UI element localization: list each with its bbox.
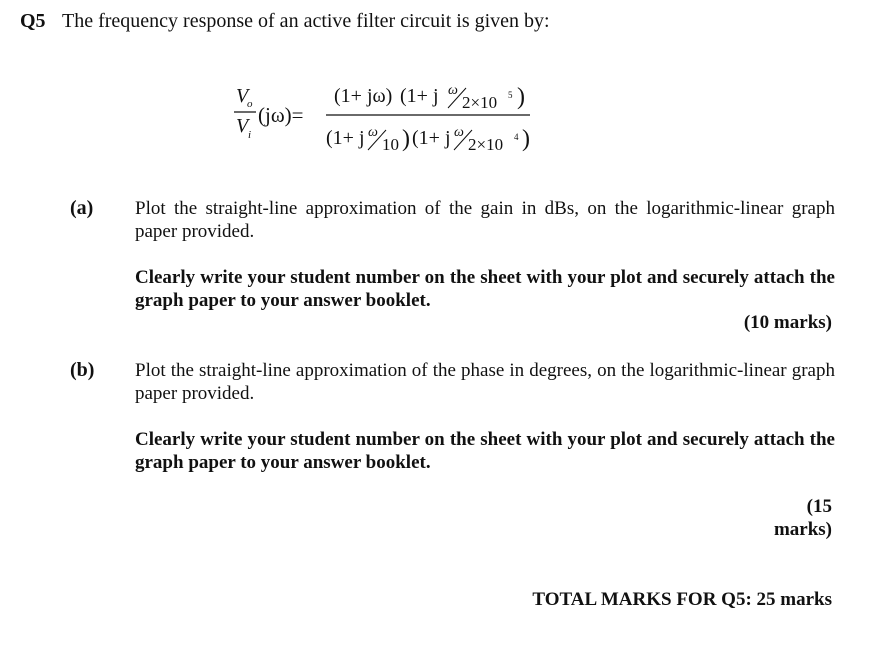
- question-intro: The frequency response of an active filter circuit is given by:: [62, 10, 550, 32]
- lhs-num-sub: o: [247, 98, 253, 110]
- den-factor2-den: 2×10: [468, 135, 504, 154]
- den-factor1-den: 10: [382, 135, 399, 154]
- part-a-text: Plot the straight-line approximation of the gain in dBs, on the logarithmic-linear graph paper provided.: [135, 198, 835, 242]
- den-factor1-prefix: (1+ j: [326, 127, 365, 149]
- num-factor2-prefix: (1+ j: [400, 85, 439, 107]
- den-factor2-close: ): [522, 126, 530, 152]
- lhs-den-v: V: [236, 115, 249, 137]
- part-b-marks-line1: (15: [806, 496, 832, 517]
- num-factor2-omega: ω: [448, 83, 458, 98]
- part-b-marks-line2: marks): [773, 519, 832, 540]
- den-factor2-exp: 4: [514, 132, 519, 142]
- lhs-num-v: V: [236, 85, 249, 107]
- num-factor2-exp: 5: [508, 90, 513, 100]
- part-b-text: Plot the straight-line approximation of the phase in degrees, on the logarithmic-linear graph paper provided.: [135, 360, 835, 404]
- num-factor1: (1+ jω): [334, 85, 393, 107]
- part-b-label: (b): [70, 359, 95, 381]
- den-factor2-omega: ω: [454, 125, 464, 140]
- den-factor1-omega: ω: [368, 125, 378, 140]
- total-marks: TOTAL MARKS FOR Q5: 25 marks: [532, 589, 832, 610]
- formula-svg: [230, 68, 570, 168]
- lhs-arg: (jω)=: [258, 103, 304, 127]
- question-number: Q5: [20, 10, 46, 32]
- part-b-instruction: Clearly write your student number on the sheet with your plot and securely attach the graph paper to your answer booklet.: [135, 429, 835, 473]
- num-factor2-den: 2×10: [462, 93, 498, 112]
- transfer-function-formula: [230, 68, 570, 168]
- part-a-label: (a): [70, 197, 94, 219]
- den-factor1-close: ): [402, 126, 410, 152]
- lhs-den-sub: i: [248, 129, 252, 141]
- part-a-marks: (10 marks): [743, 312, 832, 333]
- den-factor2-prefix: (1+ j: [412, 127, 451, 149]
- num-factor2-close: ): [517, 84, 525, 110]
- part-a-instruction: Clearly write your student number on the sheet with your plot and securely attach the graph paper to your answer booklet.: [135, 267, 835, 311]
